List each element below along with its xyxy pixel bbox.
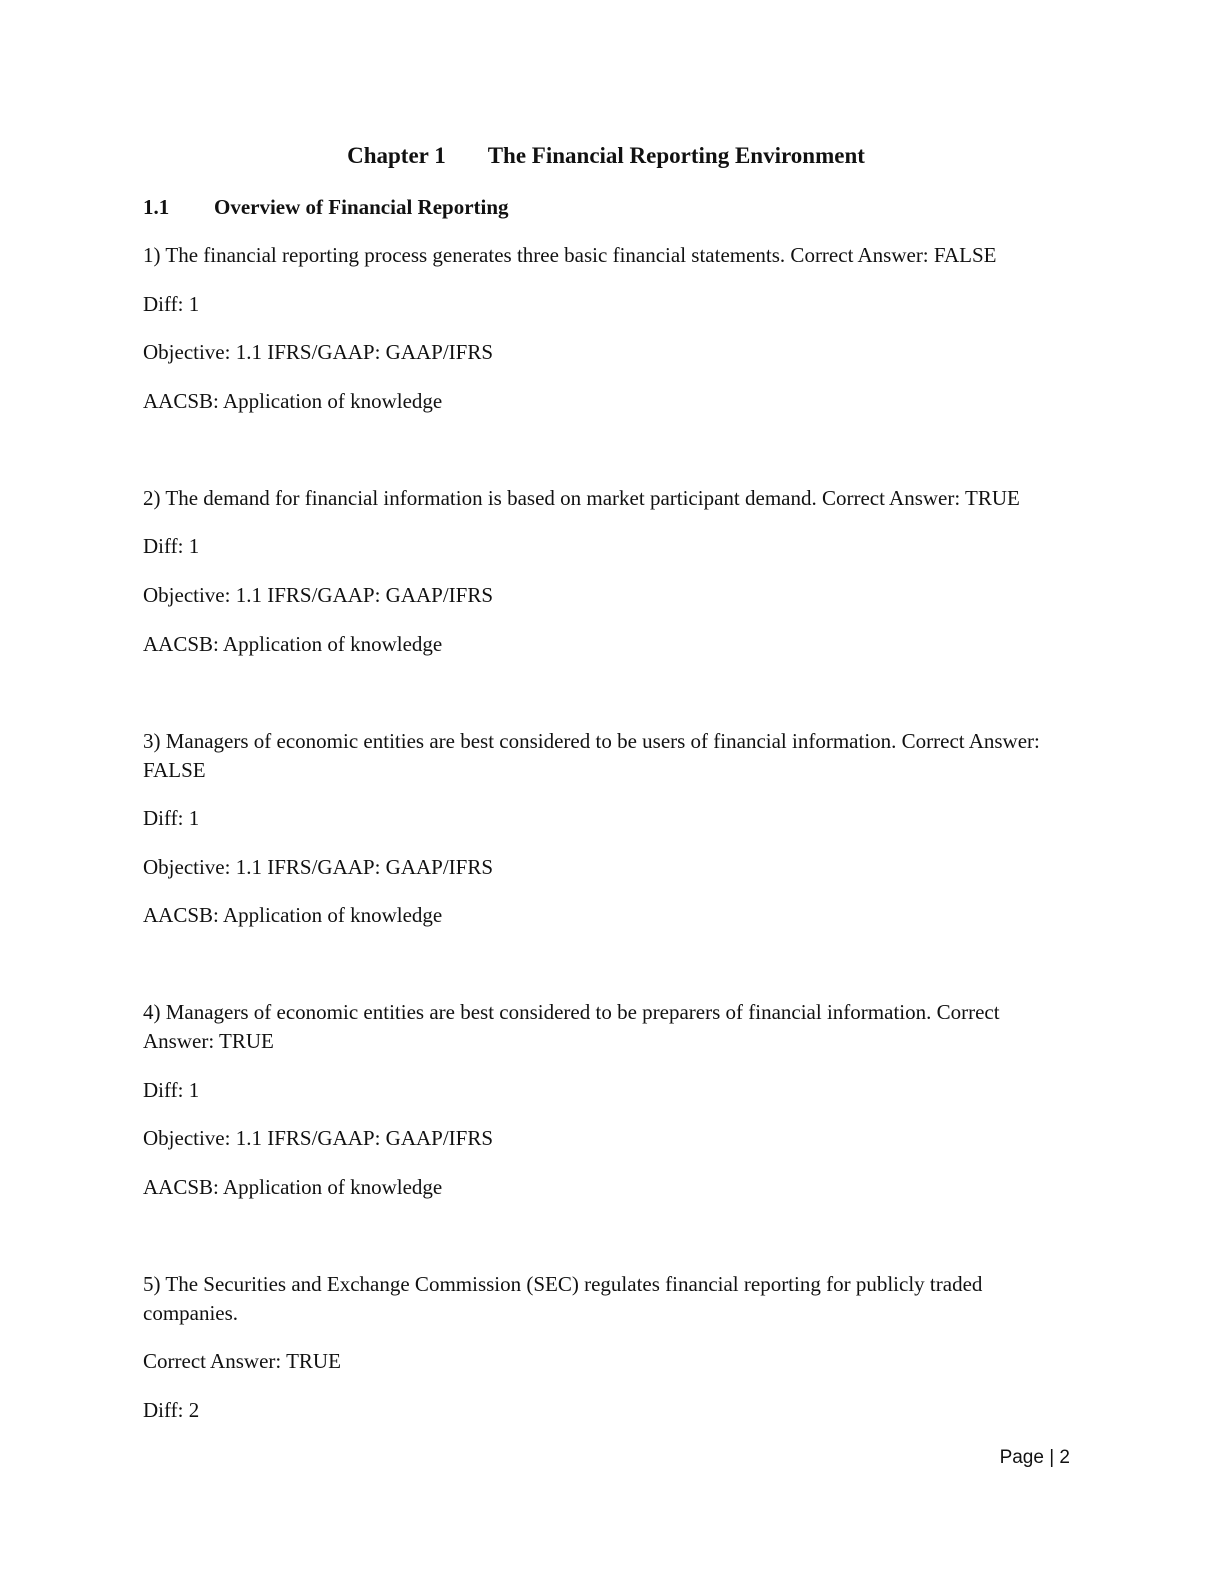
question-objective: Objective: 1.1 IFRS/GAAP: GAAP/IFRS: [143, 583, 494, 607]
question-text: 3) Managers of economic entities are best considered to be users of financial information. Correct Answer: FALSE: [143, 729, 1040, 782]
question-text: 1) The financial reporting process generates three basic financial statements. Correct Answer: FALSE: [143, 243, 997, 267]
question-aacsb: AACSB: Application of knowledge: [143, 632, 443, 656]
question-diff: Diff: 1: [143, 1078, 200, 1102]
section-title: Overview of Financial Reporting: [214, 195, 509, 219]
question-text: 4) Managers of economic entities are best considered to be preparers of financial information. Correct Answer: TRUE: [143, 1000, 1000, 1053]
question-aacsb: AACSB: Application of knowledge: [143, 389, 443, 413]
question-diff: Diff: 1: [143, 806, 200, 830]
page-number: Page | 2: [999, 1447, 1070, 1468]
question-text: 2) The demand for financial information is based on market participant demand. Correct Answer: TRUE: [143, 486, 1020, 510]
question-aacsb: AACSB: Application of knowledge: [143, 1175, 443, 1199]
section-number: 1.1: [143, 195, 170, 219]
question-objective: Objective: 1.1 IFRS/GAAP: GAAP/IFRS: [143, 340, 494, 364]
chapter-number: Chapter 1: [347, 143, 446, 168]
question-objective: Objective: 1.1 IFRS/GAAP: GAAP/IFRS: [143, 1126, 494, 1150]
section-heading: [143, 193, 509, 221]
question-diff: Diff: 1: [143, 292, 200, 316]
question-objective: Objective: 1.1 IFRS/GAAP: GAAP/IFRS: [143, 855, 494, 879]
chapter-name: The Financial Reporting Environment: [487, 143, 865, 168]
question-answer: Correct Answer: TRUE: [143, 1349, 341, 1373]
chapter-title: [0, 141, 1212, 171]
question-text: 5) The Securities and Exchange Commission (SEC) regulates financial reporting for publicly traded companies.: [143, 1272, 983, 1325]
question-aacsb: AACSB: Application of knowledge: [143, 903, 443, 927]
question-diff: Diff: 2: [143, 1398, 200, 1422]
question-diff: Diff: 1: [143, 534, 200, 558]
